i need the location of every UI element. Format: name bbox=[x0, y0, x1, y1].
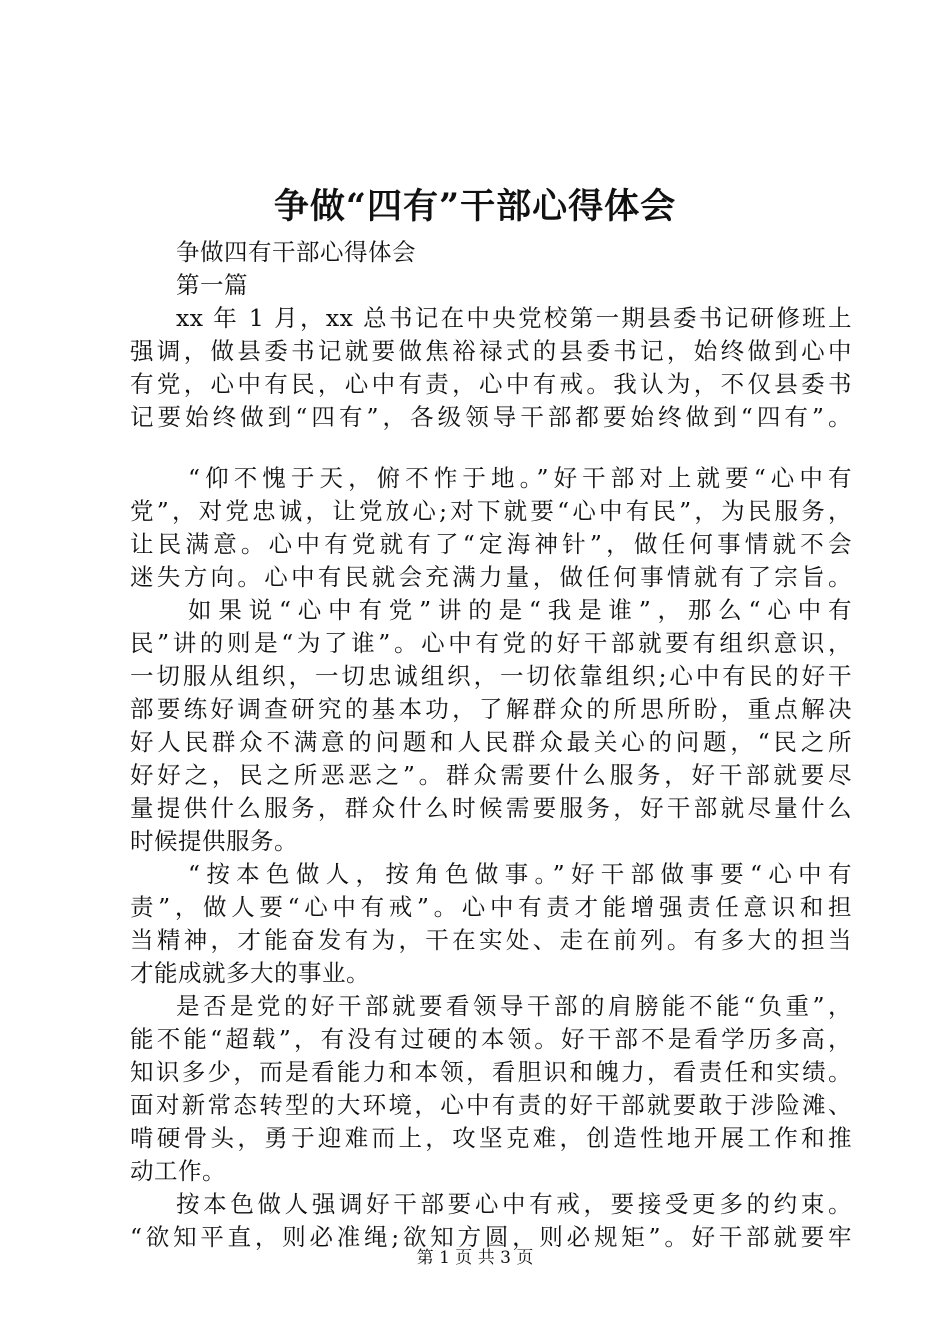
paragraph-3-line-6: 好好之，民之所恶恶之”。群众需要什么服务，好干部就要尽 bbox=[130, 761, 852, 789]
paragraph-5-line-4: 面对新常态转型的大环境，心中有责的好干部就要敢于涉险滩、 bbox=[130, 1091, 852, 1119]
paragraph-3-line-3: 一切服从组织，一切忠诚组织，一切依靠组织;心中有民的好干 bbox=[130, 662, 852, 690]
section-heading: 第一篇 bbox=[176, 271, 248, 299]
paragraph-3-line-8: 时候提供服务。 bbox=[130, 827, 298, 855]
paragraph-2-line-4: 迷失方向。心中有民就会充满力量，做任何事情就有了宗旨。 bbox=[130, 563, 852, 591]
paragraph-4-line-2: 责”，做人要“心中有戒”。心中有责才能增强责任意识和担 bbox=[130, 893, 852, 921]
paragraph-3-line-2: 民”讲的则是“为了谁”。心中有党的好干部就要有组织意识， bbox=[130, 629, 852, 657]
paragraph-3-line-5: 好人民群众不满意的问题和人民群众最关心的问题，“民之所 bbox=[130, 728, 852, 756]
paragraph-5-line-2: 能不能“超载”，有没有过硬的本领。好干部不是看学历多高， bbox=[130, 1025, 852, 1053]
paragraph-2-line-1: “仰不愧于天，俯不怍于地。”好干部对上就要“心中有 bbox=[188, 464, 852, 492]
paragraph-2-line-3: 让民满意。心中有党就有了“定海神针”，做任何事情就不会 bbox=[130, 530, 852, 558]
paragraph-3-line-1: 如果说“心中有党”讲的是“我是谁”，那么“心中有 bbox=[188, 596, 852, 624]
paragraph-5-line-6: 动工作。 bbox=[130, 1157, 226, 1185]
paragraph-6-line-2: “欲知平直，则必准绳;欲知方圆，则必规矩”。好干部就要牢 bbox=[130, 1223, 852, 1251]
document-title: 争做“四有”干部心得体会 bbox=[273, 186, 677, 227]
paragraph-1-line-2: 强调，做县委书记就要做焦裕禄式的县委书记，始终做到心中 bbox=[130, 337, 852, 365]
paragraph-6-line-1: 按本色做人强调好干部要心中有戒，要接受更多的约束。 bbox=[176, 1190, 852, 1218]
paragraph-4-line-4: 才能成就多大的事业。 bbox=[130, 959, 370, 987]
subtitle-line: 争做四有干部心得体会 bbox=[176, 238, 416, 266]
paragraph-1-line-4: 记要始终做到“四有”，各级领导干部都要始终做到“四有”。 bbox=[130, 403, 852, 431]
paragraph-4-line-3: 当精神，才能奋发有为，干在实处、走在前列。有多大的担当 bbox=[130, 926, 852, 954]
document-body bbox=[130, 236, 852, 1254]
paragraph-5-line-1: 是否是党的好干部就要看领导干部的肩膀能不能“负重”， bbox=[176, 992, 852, 1020]
paragraph-4-line-1: “按本色做人，按角色做事。”好干部做事要“心中有 bbox=[188, 860, 852, 888]
paragraph-3-line-4: 部要练好调查研究的基本功，了解群众的所思所盼，重点解决 bbox=[130, 695, 852, 723]
paragraph-5-line-3: 知识多少，而是看能力和本领，看胆识和魄力，看责任和实绩。 bbox=[130, 1058, 852, 1086]
paragraph-5-line-5: 啃硬骨头，勇于迎难而上，攻坚克难，创造性地开展工作和推 bbox=[130, 1124, 852, 1152]
paragraph-1-line-1: xx 年 1 月，xx 总书记在中央党校第一期县委书记研修班上 bbox=[176, 304, 852, 332]
paragraph-gap bbox=[130, 434, 852, 462]
paragraph-1-line-3: 有党，心中有民，心中有责，心中有戒。我认为，不仅县委书 bbox=[130, 370, 852, 398]
paragraph-3-line-7: 量提供什么服务，群众什么时候需要服务，好干部就尽量什么 bbox=[130, 794, 852, 822]
paragraph-2-line-2: 党”，对党忠诚，让党放心;对下就要“心中有民”，为民服务， bbox=[130, 497, 852, 525]
page-footer: 第 1 页 共 3 页 bbox=[416, 1248, 534, 1268]
